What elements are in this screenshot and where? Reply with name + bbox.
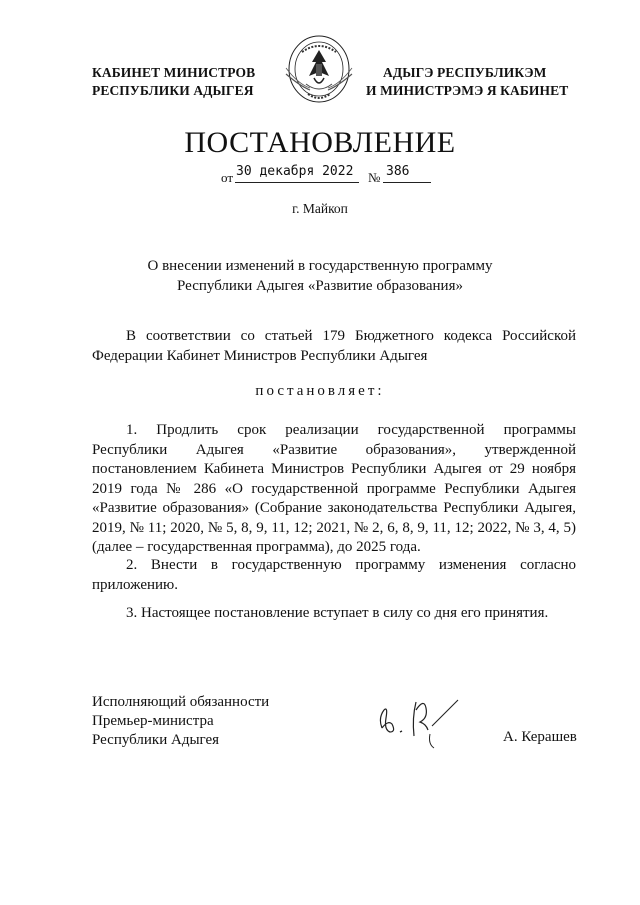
document-number: 386 xyxy=(386,164,410,179)
item-3-paragraph: 3. Настоящее постановление вступает в силу со дня его принятия. xyxy=(126,605,549,621)
org-name-adyghe-line2: И МИНИСТРЭМЭ Я КАБИНЕТ xyxy=(366,83,569,98)
signatory-title xyxy=(92,693,269,750)
org-name-russian xyxy=(92,64,255,100)
date-prefix: от xyxy=(221,170,234,185)
org-name-russian-line2: РЕСПУБЛИКИ АДЫГЕЯ xyxy=(92,83,254,98)
preamble-paragraph: В соответствии со статьей 179 Бюджетного кодекса Российской Федерации Кабинет Министров Республики Адыгея xyxy=(92,328,576,364)
org-name-adyghe xyxy=(366,64,568,100)
document-subject xyxy=(80,256,560,296)
signatory-title-line1: Исполняющий обязанности xyxy=(92,694,270,710)
signatory-name: А. Керашев xyxy=(503,729,577,745)
signatory-title-line2: Премьер-министра xyxy=(92,713,214,729)
document-title: ПОСТАНОВЛЕНИЕ xyxy=(184,126,456,159)
handwritten-signature-icon xyxy=(372,688,472,752)
date-underline xyxy=(235,182,359,183)
signatory-title-line3: Республики Адыгея xyxy=(92,732,220,748)
item-2-paragraph: 2. Внести в государственную программу изменения согласно приложению. xyxy=(92,557,576,593)
resolves-heading: постановляет: xyxy=(255,383,385,399)
item-1-paragraph: 1. Продлить срок реализации государственной программы Республики Адыгея «Развитие образования», утвержденной постановлением Кабинета Министров Республики Адыгея от 29 ноября 2019 года № 286 «О государственной программе Республики Адыгея «Развитие образования» (Собрание законодательства Республики Адыгея, 2019, № 11; 2020, № 5, 8, 9, 11, 12; 2021, № 2, 6, 8, 9, 11, 12; 2022, № 3, 4, 5) (далее – государственная программа), до 2025 года. xyxy=(92,422,576,555)
subject-line1: О внесении изменений в государственную программу xyxy=(147,258,493,274)
city: г. Майкоп xyxy=(292,201,348,216)
number-prefix: № xyxy=(368,170,381,185)
coat-of-arms-icon xyxy=(276,32,362,106)
document-date: 30 декабря 2022 xyxy=(236,164,354,179)
org-name-adyghe-line1: АДЫГЭ РЕСПУБЛИКЭМ xyxy=(383,65,547,80)
subject-line2: Республики Адыгея «Развитие образования» xyxy=(177,278,463,294)
number-underline xyxy=(383,182,431,183)
org-name-russian-line1: КАБИНЕТ МИНИСТРОВ xyxy=(92,65,256,80)
